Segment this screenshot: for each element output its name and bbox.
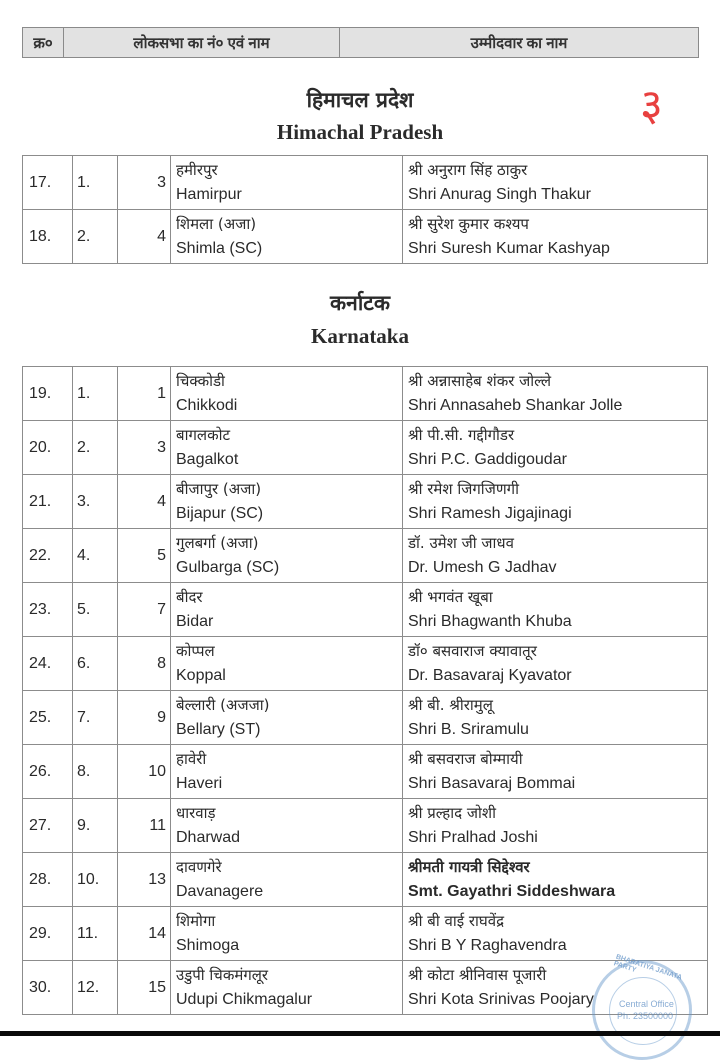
constituency-name-english: Udupi Chikmagalur [176,991,313,1008]
header-candidate: उम्मीदवार का नाम [470,34,568,52]
candidate-cell [403,475,708,529]
state-serial-number: 9. [73,799,118,853]
serial-number: 29. [23,907,73,961]
bottom-edge-bar [0,1031,720,1036]
state-serial-number: 11. [73,907,118,961]
header-serial: क्र० [23,28,64,57]
state-title-english: Himachal Pradesh [276,120,444,144]
state-serial-number: 1. [73,367,118,421]
serial-number: 28. [23,853,73,907]
constituency-number: 13 [118,853,171,907]
constituency-name-english: Chikkodi [176,397,238,414]
constituency-number: 5 [118,529,171,583]
candidate-name-hindi: श्री पी.सी. गद्दीगौडर [408,426,515,444]
serial-number: 20. [23,421,73,475]
candidate-name-hindi: श्री कोटा श्रीनिवास पूजारी [408,966,547,984]
serial-number: 18. [23,210,73,264]
candidate-name-hindi: श्री रमेश जिगजिणगी [408,480,519,498]
constituency-name-hindi: बेल्लारी (अजजा) [176,696,270,714]
candidate-name-english: Smt. Gayathri Siddeshwara [408,883,616,900]
serial-number: 22. [23,529,73,583]
candidate-cell [403,421,708,475]
candidate-cell [403,583,708,637]
constituency-number: 3 [118,156,171,210]
table-row [23,853,708,907]
stamp-line-2: Ph: 23500000 [617,1011,674,1021]
candidate-name-english: Shri Annasaheb Shankar Jolle [408,397,623,414]
constituency-cell [171,210,403,264]
state-serial-number: 12. [73,961,118,1015]
candidate-name-english: Shri Bhagwanth Khuba [408,613,572,630]
stamp-ring-text: BHARATIYA JANATA PARTY [612,953,683,982]
constituency-cell [171,529,403,583]
constituency-name-english: Koppal [176,667,226,684]
constituency-name-hindi: दावणगेरे [176,858,222,876]
candidate-name-english: Shri B. Sriramulu [408,721,529,738]
constituency-name-hindi: धारवाड़ [176,804,216,822]
constituency-cell [171,637,403,691]
stamp-line-1: Central Office [619,999,674,1009]
constituency-number: 1 [118,367,171,421]
constituency-name-hindi: उडुपी चिकमंगलूर [176,966,269,984]
candidate-cell [403,745,708,799]
state-title-hindi: हिमाचल प्रदेश [306,88,414,112]
candidate-name-hindi: श्रीमती गायत्री सिद्देश्वर [408,858,530,876]
candidate-name-hindi: डॉ. उमेश जी जाधव [408,534,514,552]
constituency-name-english: Davanagere [176,883,264,900]
candidate-name-english: Shri Suresh Kumar Kashyap [408,240,610,257]
constituency-cell [171,961,403,1015]
candidate-name-hindi: श्री प्रल्हाद जोशी [408,804,496,822]
constituency-name-english: Dharwad [176,829,241,846]
state-title-english: Karnataka [310,324,409,348]
constituency-cell [171,367,403,421]
candidate-name-english: Shri Ramesh Jigajinagi [408,505,572,522]
state-serial-number: 8. [73,745,118,799]
constituency-name-hindi: शिमोगा [176,912,216,930]
constituency-name-hindi: हमीरपुर [176,161,218,179]
constituency-name-hindi: बीजापुर (अजा) [176,480,262,498]
candidate-cell [403,799,708,853]
constituency-cell [171,156,403,210]
table-header [22,27,699,58]
serial-number: 26. [23,745,73,799]
constituency-name-hindi: हावेरी [176,750,207,768]
candidate-cell [403,907,708,961]
constituency-name-hindi: चिक्कोडी [176,372,225,390]
constituency-name-english: Gulbarga (SC) [176,559,280,576]
state-serial-number: 7. [73,691,118,745]
serial-number: 19. [23,367,73,421]
candidate-name-english: Dr. Umesh G Jadhav [408,559,557,576]
table-row [23,745,708,799]
constituency-number: 8 [118,637,171,691]
candidate-cell [403,637,708,691]
table-row [23,637,708,691]
table-row [23,475,708,529]
candidate-name-hindi: श्री सुरेश कुमार कश्यप [408,215,529,233]
candidate-name-english: Shri Anurag Singh Thakur [408,186,591,203]
table-row [23,210,708,264]
serial-number: 25. [23,691,73,745]
constituency-name-hindi: बागलकोट [176,426,231,444]
candidate-name-hindi: श्री अन्नासाहेब शंकर जोल्ले [408,372,552,390]
constituency-number: 7 [118,583,171,637]
state-serial-number: 4. [73,529,118,583]
constituency-cell [171,907,403,961]
serial-number: 17. [23,156,73,210]
constituency-name-english: Haveri [176,775,223,792]
state-serial-number: 2. [73,210,118,264]
candidate-cell [403,853,708,907]
constituency-cell [171,799,403,853]
candidate-name-english: Shri Kota Srinivas Poojary [408,991,594,1008]
candidate-name-english: Shri Basavaraj Bommai [408,775,576,792]
constituency-name-english: Hamirpur [176,186,242,203]
candidate-cell [403,156,708,210]
constituency-number: 4 [118,210,171,264]
serial-number: 23. [23,583,73,637]
candidate-name-english: Shri P.C. Gaddigoudar [408,451,567,468]
constituency-cell [171,475,403,529]
constituency-number: 14 [118,907,171,961]
candidate-cell [403,210,708,264]
header-constituency: लोकसभा का नं० एवं नाम [64,28,340,57]
candidate-name-hindi: डॉ० बसवाराज क्यावातूर [408,642,537,660]
state-serial-number: 2. [73,421,118,475]
serial-number: 27. [23,799,73,853]
constituency-number: 15 [118,961,171,1015]
constituency-name-english: Shimoga [176,937,240,954]
serial-number: 24. [23,637,73,691]
table-row [23,799,708,853]
candidate-name-english: Shri B Y Raghavendra [408,937,567,954]
page-number-mark: ३ [640,80,663,131]
state-serial-number: 1. [73,156,118,210]
constituency-cell [171,421,403,475]
constituency-name-english: Bagalkot [176,451,239,468]
constituency-name-hindi: बीदर [176,588,203,606]
state-serial-number: 6. [73,637,118,691]
serial-number: 30. [23,961,73,1015]
candidate-cell [403,529,708,583]
serial-number: 21. [23,475,73,529]
state-serial-number: 5. [73,583,118,637]
constituency-number: 10 [118,745,171,799]
table-row [23,583,708,637]
table-row [23,691,708,745]
constituency-cell [171,745,403,799]
constituency-cell [171,853,403,907]
state-serial-number: 10. [73,853,118,907]
candidate-table-karnataka [22,366,708,1015]
constituency-number: 3 [118,421,171,475]
candidate-name-hindi: श्री बी वाई राघवेंद्र [408,912,505,930]
table-row [23,156,708,210]
candidate-name-hindi: श्री अनुराग सिंह ठाकुर [408,161,528,179]
constituency-name-english: Bidar [176,613,214,630]
candidate-table-himachal [22,155,708,264]
table-row [23,421,708,475]
table-row [23,367,708,421]
constituency-number: 4 [118,475,171,529]
candidate-name-english: Dr. Basavaraj Kyavator [408,667,572,684]
constituency-name-english: Shimla (SC) [176,240,263,257]
state-serial-number: 3. [73,475,118,529]
office-stamp [592,953,692,1060]
candidate-name-english: Shri Pralhad Joshi [408,829,538,846]
candidate-cell [403,691,708,745]
candidate-cell [403,367,708,421]
state-title-hindi: कर्नाटक [330,291,390,315]
constituency-cell [171,691,403,745]
constituency-name-hindi: शिमला (अजा) [176,215,257,233]
candidate-name-hindi: श्री बसवराज बोम्मायी [408,750,523,768]
constituency-name-english: Bijapur (SC) [176,505,264,522]
constituency-number: 11 [118,799,171,853]
constituency-name-english: Bellary (ST) [176,721,261,738]
candidate-name-hindi: श्री बी. श्रीरामुलू [408,696,493,714]
constituency-cell [171,583,403,637]
candidate-name-hindi: श्री भगवंत खूबा [408,588,493,606]
constituency-name-hindi: कोप्पल [176,642,215,660]
constituency-name-hindi: गुलबर्गा (अजा) [176,534,259,552]
constituency-number: 9 [118,691,171,745]
table-row [23,907,708,961]
table-row [23,529,708,583]
